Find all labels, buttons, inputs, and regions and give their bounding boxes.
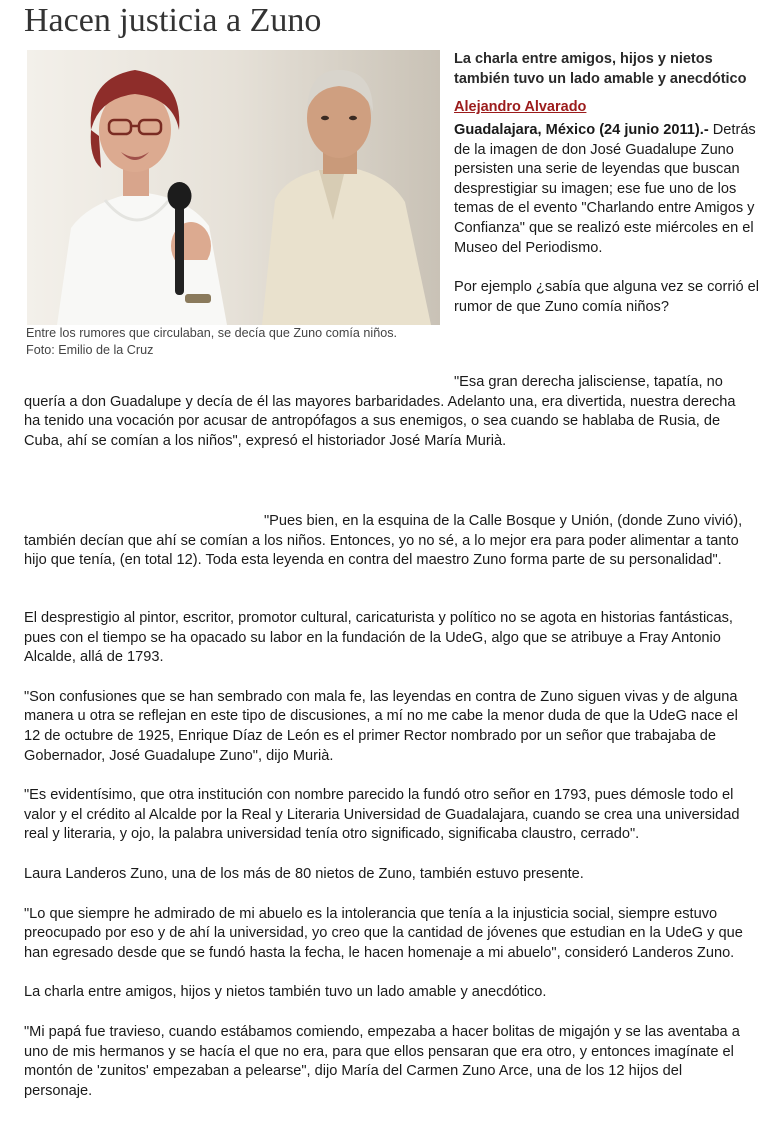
article-photo — [27, 50, 440, 325]
paragraph-5: "Son confusiones que se han sembrado con mala fe, las leyendas en contra de Zuno siguen vivas y de alguna manera u otra se reflejan en este tipo de discusiones, a mí no me cabe la menor duda de que la UdeG nace el 12 de octubre de 1925, Enrique Díaz de León es el primer Rector nombrado por un señor que trabajaba de Gobernador, José Guadalupe Zuno", dijo Murià. — [24, 688, 738, 764]
photo-credit: Foto: Emilio de la Cruz — [26, 342, 154, 357]
author-link[interactable]: Alejandro Alvarado — [454, 99, 587, 115]
photo-caption — [26, 325, 436, 358]
paragraph-2-text: "Esa gran derecha jalisciense, tapatía, no quería a don Guadalupe y decía de él las mayores barbaridades. Adelanto una, era divertida, nuestra derecha ha tenido una vocación por acusar de antropófagos a sus enemigos, o sea cuando se hablaba de Rusia, de Cuba, ahí se comían a los niños", expresó el historiador José María Murià. — [24, 374, 736, 449]
paragraph-7: Laura Landeros Zuno, una de los más de 80 nietos de Zuno, también estuvo presente. — [24, 865, 584, 882]
paragraph-10: "Mi papá fue travieso, cuando estábamos comiendo, empezaba a hacer bolitas de migajón y se las aventaba a uno de mis hermanos y se hacía el que no era, para que ellos pensaran que era otro, y entonces imagínate el montón de 'zunitos' empezaban a pelearse", dijo María del Carmen Zuno Arce, una de los 12 hijos del personaje. — [24, 1023, 740, 1099]
paragraph-9: La charla entre amigos, hijos y nietos también tuvo un lado amable y anecdótico. — [24, 984, 547, 1001]
photo-illustration — [27, 50, 440, 325]
lead-text: Detrás de la imagen de don José Guadalupe Zuno persisten una serie de leyendas que buscan desprestigiar su imagen; ese fue uno de los temas de el evento "Charlando entre Amigos y Confianza" que se realizó este miércoles en el Museo del Periodismo. — [454, 122, 756, 256]
paragraph-3 — [24, 512, 754, 571]
article-title: Hacen justicia a Zuno — [24, 2, 322, 39]
right-column — [454, 50, 760, 317]
paragraph-1: Por ejemplo ¿sabía que alguna vez se corrió el rumor de que Zuno comía niños? — [454, 279, 760, 315]
paragraph-6: "Es evidentísimo, que otra institución con nombre parecido la fundó otro señor en 1793, pues démosle todo el valor y el crédito al Alcalde por la Real y Literaria Universidad de Guadalajara, cuando se crea una universidad real y literaria, y ojo, la palabra universidad tenía otro significado, significaba claustro, cerrado". — [24, 787, 740, 843]
article-body — [24, 609, 754, 1121]
photo-caption-text: Entre los rumores que circulaban, se decía que Zuno comía niños. — [26, 326, 398, 340]
paragraph-3-text: "Pues bien, en la esquina de la Calle Bosque y Unión, (donde Zuno vivió), también decían que ahí se comían a los niños. Entonces, yo no sé, a lo mejor era para poder alimentar a tanto hijo que tenía, (en total 12). Toda esta leyenda en contra del maestro Zuno forma parte de su personalidad". — [24, 513, 743, 569]
lead-paragraph — [454, 121, 760, 258]
dateline: Guadalajara, México (24 junio 2011).- — [454, 122, 709, 138]
paragraph-4: El desprestigio al pintor, escritor, promotor cultural, caricaturista y político no se agota en historias fantásticas, pues con el tiempo se ha opacado su labor en la fundación de la UdeG, algo que se atribuye a Fray Antonio Alcalde, allá de 1793. — [24, 610, 733, 666]
paragraph-8: "Lo que siempre he admirado de mi abuelo es la intolerancia que tenía a la injusticia social, siempre estuvo preocupado por eso y de ahí la universidad, yo creo que la cantidad de jóvenes que estudian en la UdeG y que han egresado desde que se fundó hasta la fecha, le hacen homenaje a mi abuelo", consideró Landeros Zuno. — [24, 905, 743, 961]
paragraph-2 — [24, 373, 754, 451]
article-subheading: La charla entre amigos, hijos y nietos también tuvo un lado amable y anecdótico — [454, 51, 747, 87]
